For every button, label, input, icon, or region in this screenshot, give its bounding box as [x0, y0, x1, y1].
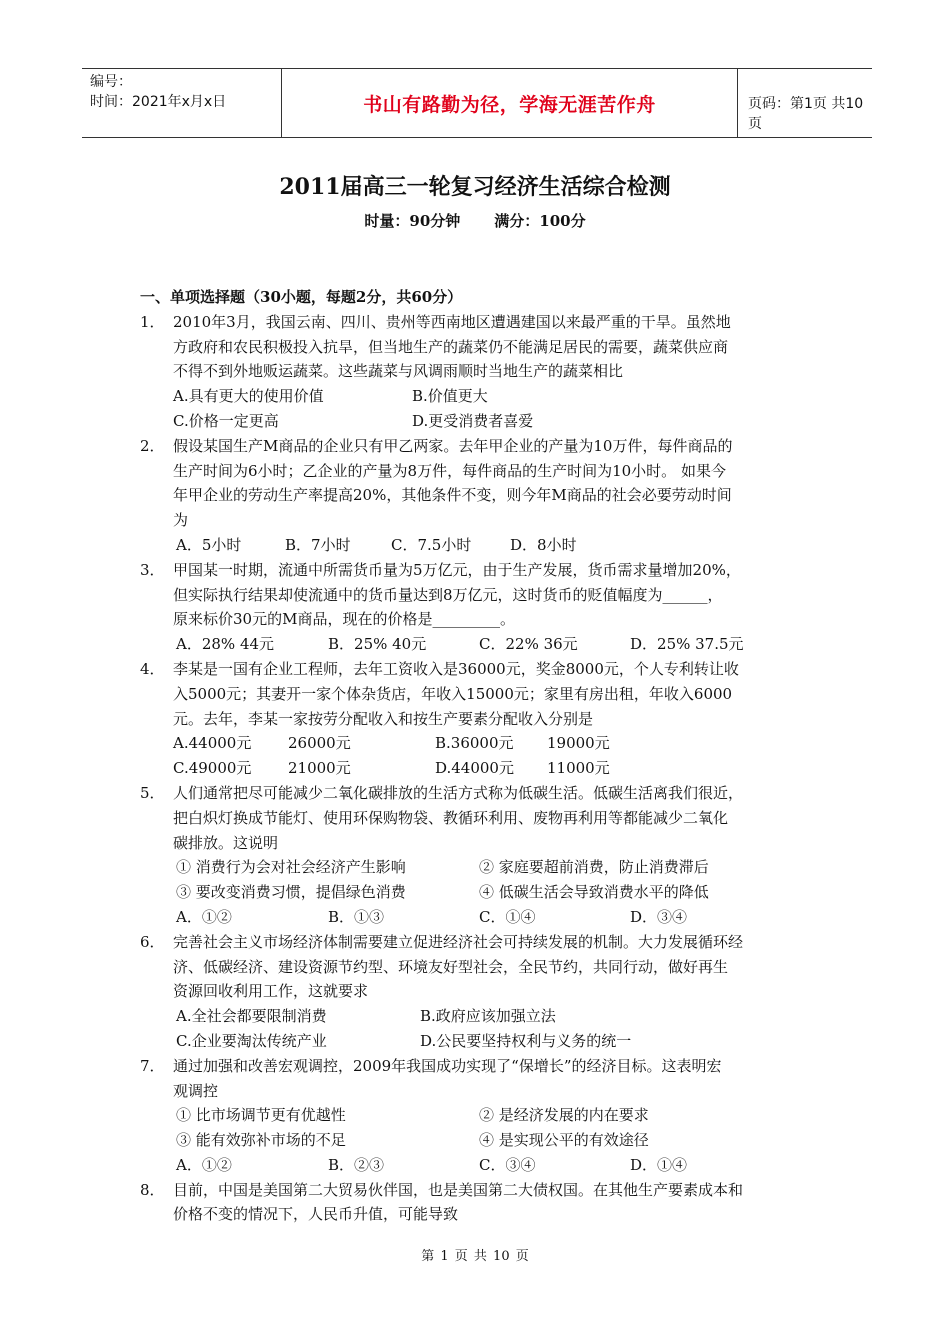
footer-page-number: 第 1 页 共 10 页: [421, 1249, 529, 1264]
question-text: 通过加强和改善宏观调控，2009年我国成功实现了“保增长”的经济目标。这表明宏: [173, 1056, 722, 1075]
option-c[interactable]: C．③④: [479, 1155, 536, 1174]
option-row: [140, 632, 812, 657]
option-row: [140, 756, 812, 781]
option-d[interactable]: D．③④: [630, 907, 688, 926]
question-text: 济、低碳经济、建设资源节约型、环境友好型社会，全民节约，共同行动，做好再生: [173, 957, 729, 976]
statement-1: ① 比市场调节更有优越性: [176, 1106, 346, 1125]
question-text: 原来标价30元的M商品，现在的价格是_________。: [173, 610, 515, 629]
question-5: [140, 781, 812, 806]
question-1: [140, 310, 812, 335]
question-number: 5．: [140, 783, 165, 802]
option-row: [140, 731, 812, 756]
question-text: 人们通常把尽可能减少二氧化碳排放的生活方式称为低碳生活。低碳生活离我们很近，: [173, 783, 744, 802]
question-number: 8．: [140, 1180, 165, 1199]
page-footer: [0, 1245, 950, 1264]
option-d[interactable]: D．25% 37.5元: [630, 635, 744, 654]
option-b[interactable]: B．①③: [328, 907, 385, 926]
option-b[interactable]: B．7小时: [285, 535, 351, 554]
section-heading: 一、单项选择题（30小题，每题2分，共60分）: [140, 288, 463, 306]
statement-3: ③ 能有效弥补市场的不足: [176, 1131, 346, 1150]
exam-title: 2011届高三一轮复习经济生活综合检测: [279, 174, 671, 200]
statement-1: ① 消费行为会对社会经济产生影响: [176, 858, 406, 877]
question-text: 价格不变的情况下，人民币升值，可能导致: [173, 1205, 459, 1224]
question-number: 2．: [140, 436, 165, 455]
option-row: [140, 1004, 812, 1029]
exam-time: 时量：90分钟: [364, 212, 461, 230]
header-motto: 书山有路勤为径，学海无涯苦作舟: [281, 69, 738, 137]
question-text: 为: [173, 511, 189, 530]
statement-2: ② 家庭要超前消费，防止消费滞后: [479, 858, 709, 877]
question-text: 假设某国生产M商品的企业只有甲乙两家。去年甲企业的产量为10万件，每件商品的: [173, 436, 733, 455]
date-label: 时间：2021年x月x日: [90, 94, 227, 110]
option-b-value: 19000元: [547, 734, 610, 753]
option-c[interactable]: C.价格一定更高: [173, 411, 279, 430]
question-list: [140, 285, 812, 1227]
question-4: [140, 657, 812, 682]
option-b[interactable]: B.政府应该加强立法: [420, 1007, 556, 1026]
statement-row: [140, 855, 812, 880]
question-8: [140, 1178, 812, 1203]
question-7: [140, 1054, 812, 1079]
statement-row: [140, 880, 812, 905]
question-text: 甲国某一时期，流通中所需货币量为5万亿元，由于生产发展，货币需求量增加20%，: [173, 560, 741, 579]
statement-row: [140, 1128, 812, 1153]
question-text: 不得不到外地贩运蔬菜。这些蔬菜与风调雨顺时当地生产的蔬菜相比: [173, 362, 624, 381]
question-text: 碳排放。这说明: [173, 833, 279, 852]
option-row: [140, 905, 812, 930]
option-row: [140, 533, 812, 558]
question-text: 生产时间为6小时；乙企业的产量为8万件，每件商品的生产时间为10小时。 如果今: [173, 461, 726, 480]
option-d[interactable]: D.公民要坚持权利与义务的统一: [420, 1031, 632, 1050]
question-6: [140, 930, 812, 955]
option-b[interactable]: B．②③: [328, 1155, 385, 1174]
option-d[interactable]: D．8小时: [510, 535, 577, 554]
question-text: 方政府和农民积极投入抗旱，但当地生产的蔬菜仍不能满足居民的需要，蔬菜供应商: [173, 337, 729, 356]
question-text: 入5000元；其妻开一家个体杂货店，年收入15000元；家里有房出租，年收入6000: [173, 684, 733, 703]
option-a[interactable]: A.全社会都要限制消费: [176, 1007, 327, 1026]
option-row: [140, 1029, 812, 1054]
option-row: [140, 409, 812, 434]
option-b[interactable]: B．25% 40元: [328, 635, 427, 654]
question-number: 4．: [140, 659, 165, 678]
option-d[interactable]: D.更受消费者喜爱: [412, 411, 534, 430]
option-a[interactable]: A．28% 44元: [176, 635, 275, 654]
option-a[interactable]: A.44000元: [173, 734, 252, 753]
question-text: 完善社会主义市场经济体制需要建立促进经济社会可持续发展的机制。大力发展循环经: [173, 932, 744, 951]
question-text: 李某是一国有企业工程师，去年工资收入是36000元，奖金8000元，个人专利转让收: [173, 659, 739, 678]
option-c[interactable]: C．①④: [479, 907, 536, 926]
option-a[interactable]: A．①②: [176, 1155, 232, 1174]
page-header: [82, 68, 872, 138]
question-text: 年甲企业的劳动生产率提高20%，其他条件不变，则今年M商品的社会必要劳动时间: [173, 486, 732, 505]
option-c[interactable]: C.49000元: [173, 759, 252, 778]
question-text: 但实际执行结果却使流通中的货币量达到8万亿元，这时货币的贬值幅度为______，: [173, 585, 723, 604]
question-3: [140, 558, 812, 583]
option-d[interactable]: D.44000元: [435, 759, 514, 778]
option-d[interactable]: D．①④: [630, 1155, 688, 1174]
question-2: [140, 434, 812, 459]
question-text: 资源回收利用工作，这就要求: [173, 982, 369, 1001]
option-a[interactable]: A.具有更大的使用价值: [173, 387, 324, 406]
statement-2: ② 是经济发展的内在要求: [479, 1106, 649, 1125]
statement-4: ④ 是实现公平的有效途径: [479, 1131, 649, 1150]
question-text: 元。去年，李某一家按劳分配收入和按生产要素分配收入分别是: [173, 709, 594, 728]
option-row: [140, 384, 812, 409]
question-text: 观调控: [173, 1081, 219, 1100]
option-a[interactable]: A．①②: [176, 907, 232, 926]
option-row: [140, 1153, 812, 1178]
option-a[interactable]: A．5小时: [176, 535, 242, 554]
question-text: 2010年3月，我国云南、四川、贵州等西南地区遭遇建国以来最严重的干旱。虽然地: [173, 312, 731, 331]
question-number: 1．: [140, 312, 165, 331]
option-b[interactable]: B.价值更大: [412, 387, 488, 406]
question-text: 把白炽灯换成节能灯、使用环保购物袋、教循环利用、废物再利用等都能减少二氧化: [173, 808, 729, 827]
question-number: 3．: [140, 560, 165, 579]
option-b[interactable]: B.36000元: [435, 734, 514, 753]
question-text: 目前，中国是美国第二大贸易伙伴国，也是美国第二大债权国。在其他生产要素成本和: [173, 1180, 744, 1199]
statement-row: [140, 1103, 812, 1128]
question-number: 6．: [140, 932, 165, 951]
exam-score: 满分：100分: [494, 212, 586, 230]
code-label: 编号：: [90, 74, 132, 90]
option-c[interactable]: C．22% 36元: [479, 635, 578, 654]
option-d-value: 11000元: [547, 759, 610, 778]
exam-subtitle: [0, 210, 950, 231]
option-a-value: 26000元: [288, 734, 351, 753]
statement-4: ④ 低碳生活会导致消费水平的降低: [479, 883, 709, 902]
option-c-value: 21000元: [288, 759, 351, 778]
option-c[interactable]: C．7.5小时: [391, 535, 472, 554]
statement-3: ③ 要改变消费习惯，提倡绿色消费: [176, 883, 406, 902]
question-number: 7．: [140, 1056, 165, 1075]
header-page-info: 页码：第1页 共10页: [748, 96, 864, 132]
option-c[interactable]: C.企业要淘汰传统产业: [176, 1031, 327, 1050]
header-meta: [82, 69, 280, 137]
